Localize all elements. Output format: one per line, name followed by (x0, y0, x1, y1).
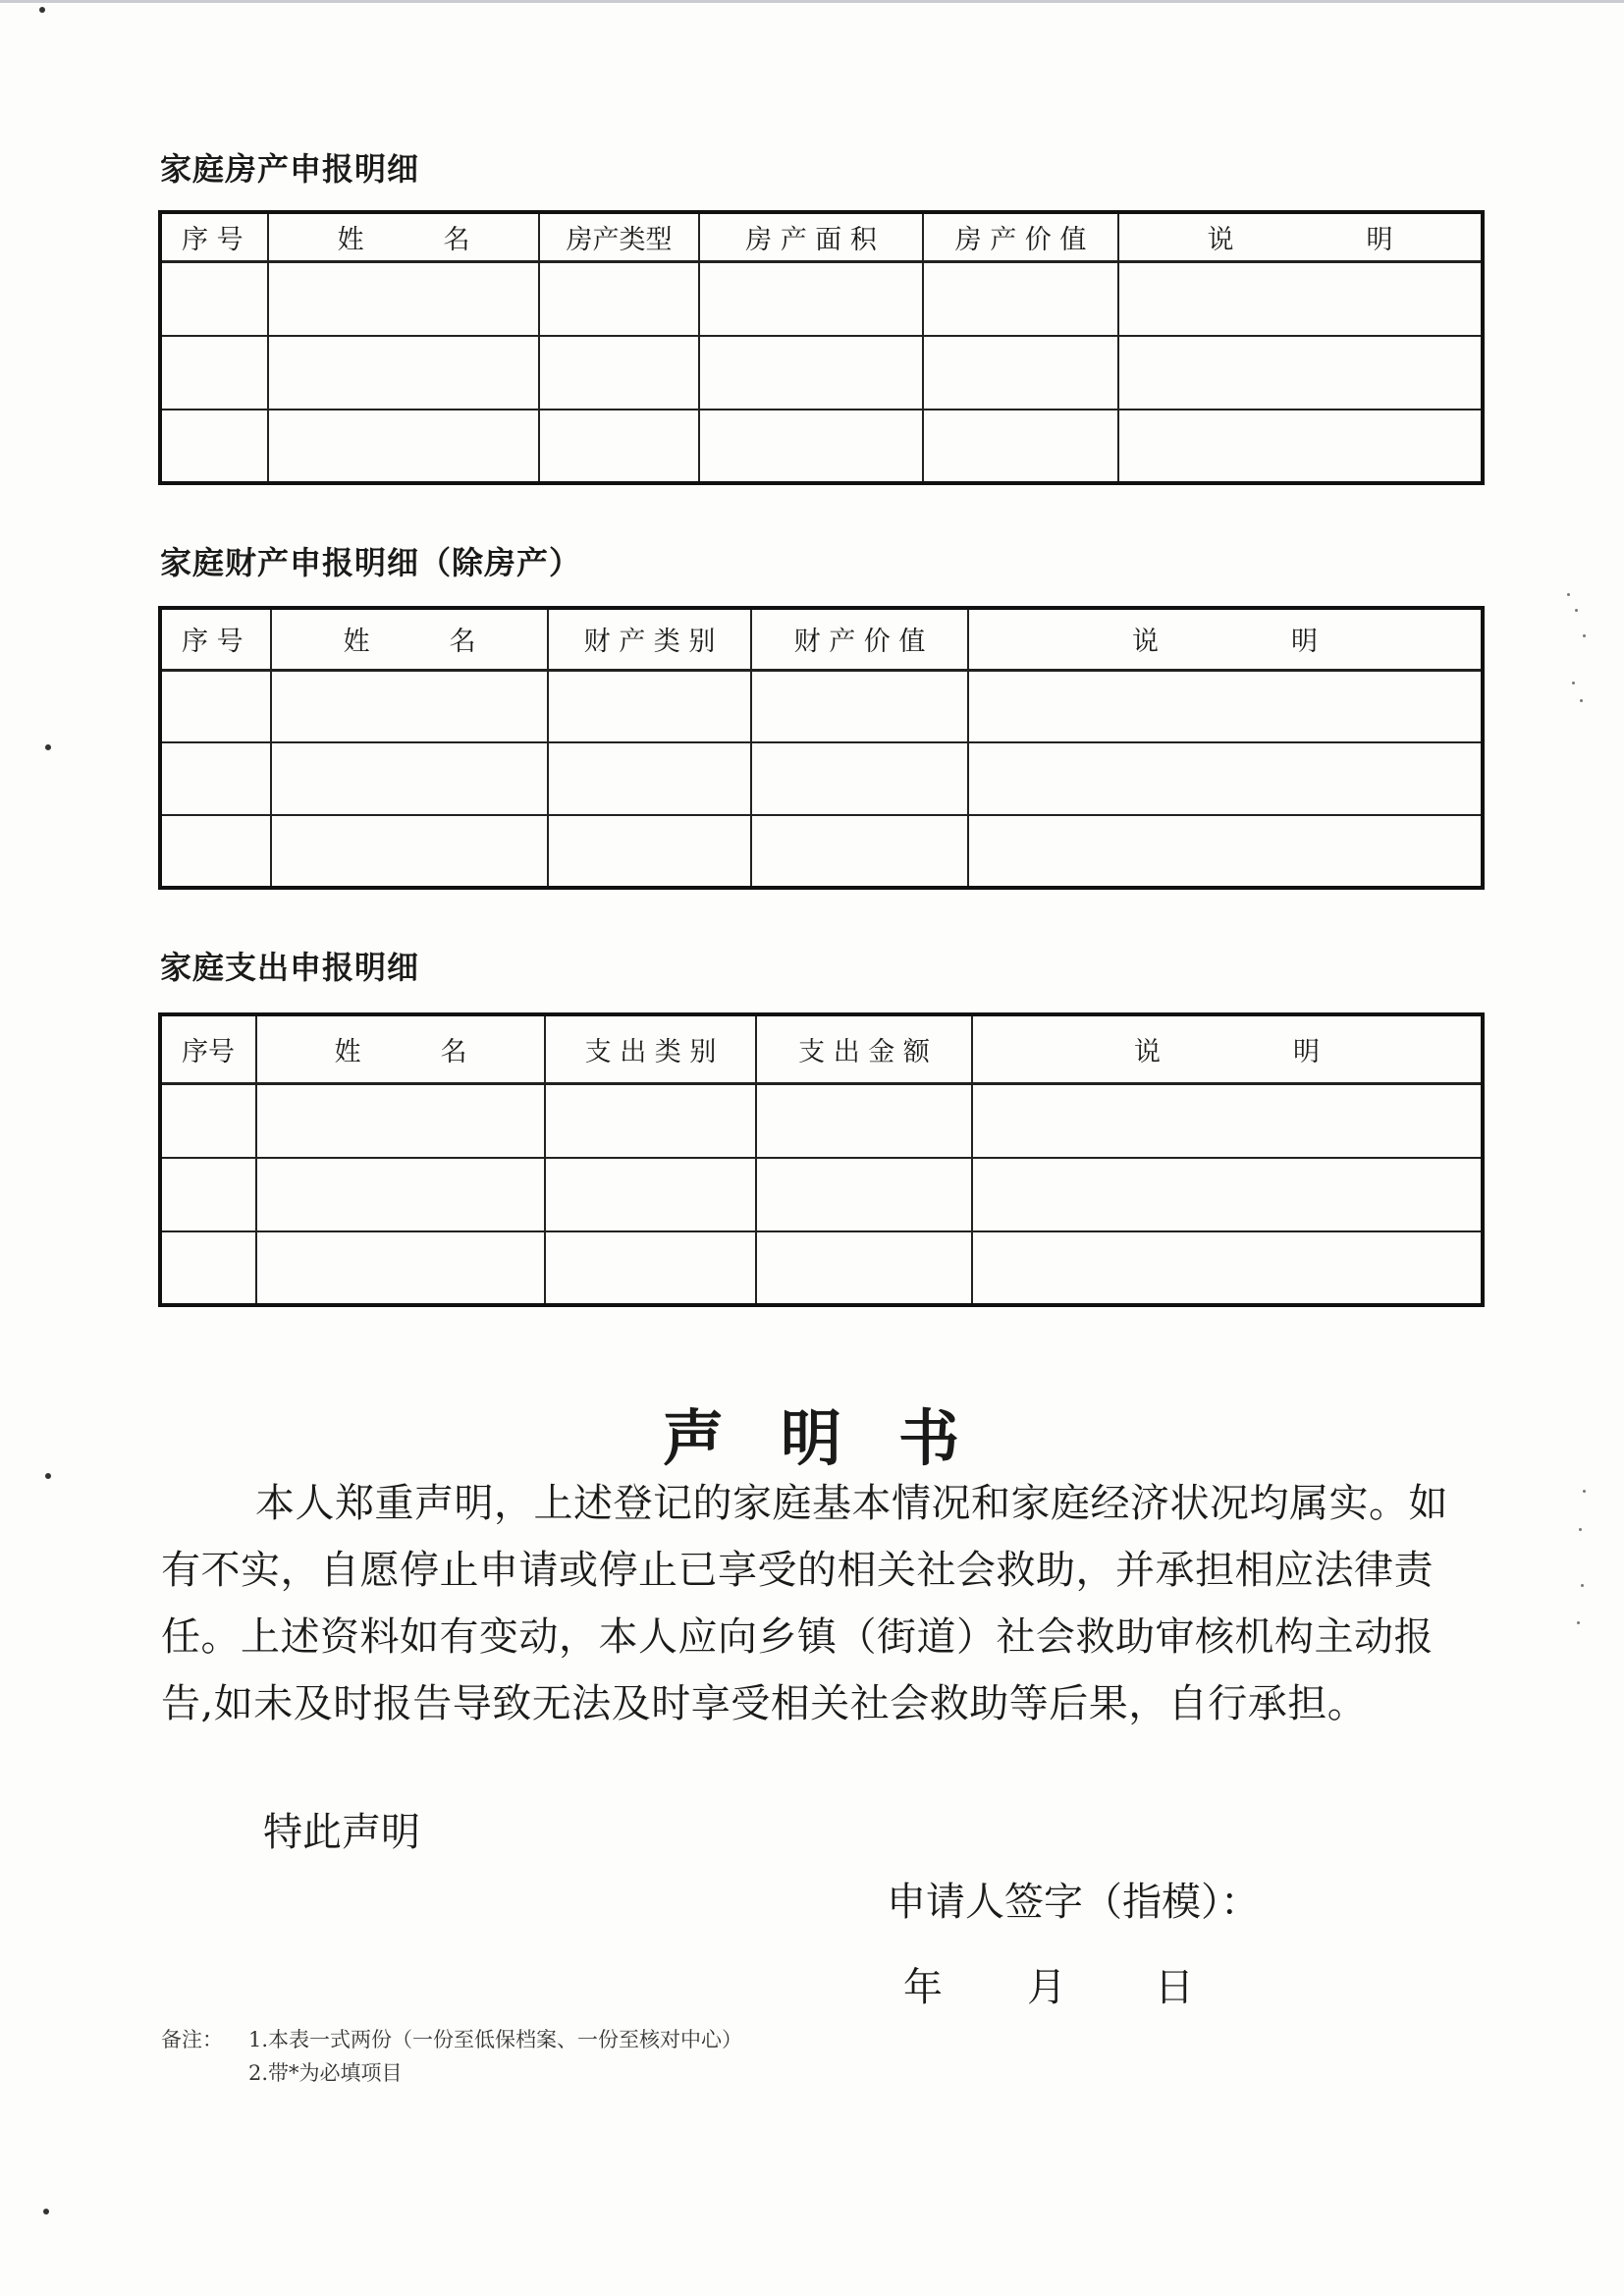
table-cell[interactable] (539, 410, 699, 483)
table-cell[interactable] (699, 261, 923, 336)
table-cell[interactable] (160, 1231, 256, 1305)
col-header-property-area: 房 产 面 积 (699, 212, 923, 261)
table-cell[interactable] (548, 670, 751, 742)
table-row (160, 261, 1483, 336)
scan-speck (1580, 699, 1583, 702)
table-cell[interactable] (160, 336, 268, 410)
table-cell[interactable] (256, 1231, 545, 1305)
col-header-property-value: 房 产 价 值 (923, 212, 1118, 261)
table-cell[interactable] (160, 1083, 256, 1158)
table-cell[interactable] (545, 1158, 756, 1231)
table-cell[interactable] (268, 261, 539, 336)
scan-dot (43, 2209, 49, 2214)
table-row (160, 410, 1483, 483)
table-cell[interactable] (699, 336, 923, 410)
table-cell[interactable] (256, 1083, 545, 1158)
scan-speck (1579, 1528, 1582, 1531)
note-item: 2.带*为必填项目 (248, 2061, 403, 2085)
table-row (160, 742, 1483, 815)
table-row (160, 1083, 1483, 1158)
table-row (160, 670, 1483, 742)
scan-dot (39, 7, 45, 13)
table-cell[interactable] (160, 742, 271, 815)
scan-speck (1583, 634, 1586, 637)
table-cell[interactable] (160, 670, 271, 742)
scan-speck (1567, 593, 1570, 596)
scan-edge-line (0, 0, 1624, 3)
date-year-label: 年 (903, 1965, 943, 2010)
table-cell[interactable] (923, 410, 1118, 483)
signature-date (903, 1956, 1194, 2012)
table-cell[interactable] (923, 261, 1118, 336)
table-row (160, 336, 1483, 410)
table-row (160, 815, 1483, 888)
scan-speck (1575, 609, 1578, 612)
table-cell[interactable] (972, 1158, 1483, 1231)
col-header-notes: 说 明 (972, 1014, 1483, 1083)
scan-speck (1581, 1584, 1584, 1587)
col-header-index: 序 号 (160, 608, 271, 670)
table-cell[interactable] (160, 261, 268, 336)
col-header-notes: 说 明 (968, 608, 1483, 670)
col-header-name: 姓 名 (271, 608, 548, 670)
section-title-expenses: 家庭支出申报明细 (160, 949, 420, 986)
col-header-asset-category: 财 产 类 别 (548, 608, 751, 670)
date-day-label: 日 (1155, 1965, 1194, 2010)
col-header-notes: 说 明 (1118, 212, 1483, 261)
section-title-housing: 家庭房产申报明细 (160, 150, 420, 188)
col-header-expense-category: 支 出 类 别 (545, 1014, 756, 1083)
col-header-asset-value: 财 产 价 值 (751, 608, 968, 670)
table-cell[interactable] (160, 410, 268, 483)
table-cell[interactable] (1118, 410, 1483, 483)
table-cell[interactable] (539, 336, 699, 410)
table-cell[interactable] (160, 815, 271, 888)
table-cell[interactable] (972, 1231, 1483, 1305)
declaration-title (0, 1390, 1624, 1477)
table-cell[interactable] (923, 336, 1118, 410)
table-cell[interactable] (271, 815, 548, 888)
notes-label: 备注： (161, 2028, 223, 2051)
table-cell[interactable] (972, 1083, 1483, 1158)
table-row (160, 1158, 1483, 1231)
scan-speck (1572, 682, 1575, 684)
housing-table (158, 210, 1485, 485)
table-cell[interactable] (699, 410, 923, 483)
col-header-name: 姓 名 (268, 212, 539, 261)
col-header-expense-amount: 支 出 金 额 (756, 1014, 972, 1083)
table-cell[interactable] (256, 1158, 545, 1231)
declaration-title-char: 书 (898, 1402, 962, 1474)
expenses-table (158, 1012, 1485, 1307)
table-cell[interactable] (1118, 261, 1483, 336)
table-cell[interactable] (539, 261, 699, 336)
table-cell[interactable] (968, 815, 1483, 888)
scan-speck (1577, 1621, 1580, 1624)
table-row (160, 1231, 1483, 1305)
col-header-index: 序 号 (160, 212, 268, 261)
table-cell[interactable] (756, 1083, 972, 1158)
table-cell[interactable] (271, 670, 548, 742)
table-cell[interactable] (968, 670, 1483, 742)
table-cell[interactable] (1118, 336, 1483, 410)
declaration-title-char: 声 (662, 1402, 726, 1474)
section-title-assets: 家庭财产申报明细（除房产） (160, 544, 582, 581)
declaration-closing: 特此声明 (263, 1810, 420, 1855)
table-cell[interactable] (756, 1158, 972, 1231)
scan-speck (1583, 1490, 1586, 1493)
table-cell[interactable] (268, 336, 539, 410)
declaration-body (161, 1470, 1482, 1737)
table-cell[interactable] (751, 815, 968, 888)
col-header-index: 序号 (160, 1014, 256, 1083)
table-cell[interactable] (160, 1158, 256, 1231)
assets-table (158, 606, 1485, 890)
scan-dot (45, 744, 51, 750)
table-cell[interactable] (756, 1231, 972, 1305)
footnotes (161, 2023, 742, 2090)
date-month-label: 月 (1027, 1965, 1066, 2010)
table-cell[interactable] (751, 742, 968, 815)
table-cell[interactable] (545, 1231, 756, 1305)
declaration-text: 本人郑重声明，上述登记的家庭基本情况和家庭经济状况均属实。如有不实，自愿停止申请或停止已享受的相关社会救助，并承担相应法律责任。上述资料如有变动，本人应向乡镇（街道）社会救助审核机构主动报告,如未及时报告导致无法及时享受相关社会救助等后果，自行承担。 (161, 1481, 1448, 1726)
table-cell[interactable] (548, 742, 751, 815)
table-cell[interactable] (751, 670, 968, 742)
table-cell[interactable] (545, 1083, 756, 1158)
table-cell[interactable] (271, 742, 548, 815)
declaration-title-char: 明 (780, 1402, 843, 1474)
table-cell[interactable] (548, 815, 751, 888)
col-header-property-type: 房产类型 (539, 212, 699, 261)
table-cell[interactable] (968, 742, 1483, 815)
note-item: 1.本表一式两份（一份至低保档案、一份至核对中心） (248, 2028, 743, 2051)
col-header-name: 姓 名 (256, 1014, 545, 1083)
applicant-signature-label: 申请人签字（指模）： (887, 1880, 1260, 1925)
table-cell[interactable] (268, 410, 539, 483)
